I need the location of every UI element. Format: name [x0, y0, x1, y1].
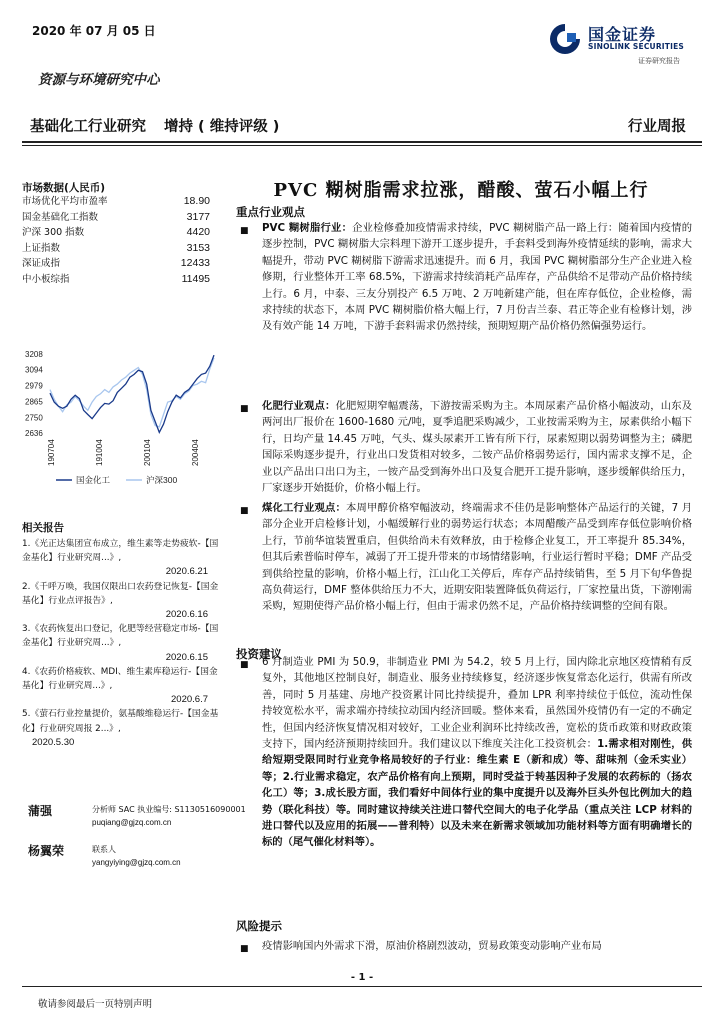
market-row: 上证指数 3153	[22, 241, 210, 254]
market-row: 沪深 300 指数 4420	[22, 226, 210, 239]
report-item[interactable]: 4.《农药价格疲软、MDI、维生素库稳运行-【国金基化】行业研究周...》, 2020.6.7	[22, 666, 218, 706]
analyst-name: 蒲强	[28, 804, 53, 818]
section-heading-advice: 投资建议	[236, 647, 282, 661]
legend-label-series-0: 国金化工	[76, 475, 111, 485]
analyst-block	[22, 800, 246, 840]
paragraph-risk: 疫情影响国内外需求下滑，原油价格剧烈波动，贸易政策变动影响产业布局	[262, 940, 602, 952]
paragraph-pvc: PVC 糊树脂行业：企业检修叠加疫情需求持续，PVC 糊树脂产品一路上行：随着国内疫情的逐步控制，PVC 糊树脂大宗料理下游开工逐步提升，手套料受到海外疫情延续的影响，需求大幅提升，带动 PVC 糊树脂下游需求迅速提升。而 6 月，我国 PVC 糊树脂部分生产企业进入检修期，行业整体开工率 68.5%，下游需求持续消耗产品库存，产品供给不足带动产品价格持续上行。6 月，中泰、三友分别投产 6.5 万吨、2 万吨新建产能，但在库存低位，企业检修，需求持续的状态下，本周 PVC 糊树脂价格大幅上行，7 月份吉兰泰、君正等企业有检修计划，涉及有效产能 14 万吨，下游手套料需求仍然持续，预期短期产品价格仍然偏强势运行。	[262, 222, 692, 333]
footer-rule	[22, 986, 702, 987]
section-heading-views: 重点行业观点	[236, 205, 305, 219]
header-rule-thin	[22, 145, 702, 146]
paragraph-fertilizer: 化肥行业观点：化肥短期窄幅震荡，下游按需采购为主。本周尿素产品价格小幅波动，山东及两河出厂报价在 1600-1680 元/吨，夏季追肥采购减少，工业按需采购为主，尿素供给小幅下行，日均产量 14.45 万吨，气头、煤头尿素开工皆有所下行，尿素短期以弱势调整为主；磷肥国际采购逐步提升，行业出口发货相对较多，二铵产品价格弱势运行，国内需求支撑不足，企业以产品出口出口为主，一铵产品受到海外出口及复合肥开工提升影响，逐步缓解供给压力，厂家逐步开始挺价，价格小幅上行。	[262, 400, 693, 495]
market-row: 中小板综指 11495	[22, 272, 210, 285]
sinolink-logo-icon	[548, 22, 582, 56]
related-reports-list	[22, 537, 220, 750]
market-row: 市场优化平均市盈率 18.90	[22, 195, 210, 207]
bullet-square-icon: ■	[240, 660, 249, 670]
y-tick-label: 2750	[25, 413, 43, 423]
series-line-沪深300	[50, 358, 214, 427]
y-tick-label: 2865	[25, 397, 43, 407]
market-data-list	[22, 194, 220, 288]
x-tick-label: 200404	[191, 439, 200, 466]
analyst-email[interactable]: yangyiying@gjzq.com.cn	[92, 858, 181, 867]
logo-sub-text: 证券研究报告	[638, 57, 680, 65]
analyst-email[interactable]: puqiang@gjzq.com.cn	[92, 818, 172, 827]
x-tick-label: 200104	[143, 439, 152, 466]
disclaimer-note: 敬请参阅最后一页特别声明	[38, 999, 153, 1010]
research-center: 资源与环境研究中心	[38, 72, 160, 88]
market-data-title: 市场数据(人民币)	[22, 182, 106, 194]
industry-category: 基础化工行业研究	[30, 119, 146, 135]
y-tick-label: 3208	[25, 350, 43, 359]
bullet-square-icon: ■	[240, 226, 249, 236]
header-rule-thick	[22, 141, 702, 143]
analyst-role: 联系人	[92, 845, 116, 854]
y-tick-label: 2979	[25, 381, 43, 391]
page-number: - 1 -	[350, 972, 374, 983]
report-date: 2020 年 07 月 05 日	[32, 24, 156, 38]
x-tick-label: 190704	[47, 439, 56, 466]
paragraph-investment: 6 月制造业 PMI 为 50.9，非制造业 PMI 为 54.2，较 5 月上行，国内除北京地区疫情稍有反复外，其他地区控制良好，制造业、服务业持续修复，经济逐步恢复常态化运行，供需有所改善，同时 5 月基建、房地产投资累计同比持续提升，叠加 LPR 利率持续位于低位，流动性保持较宽松水平，需求端亦持续拉动国内经济回暖。整体来看，虽然国外疫情仍有一定的不确定性，但国内经济恢复情况相对较好，工业企业利润环比持续改善，宽松的货币政策和财政政策支持下，国内经济预期持续回升。我们建议以下维度关注化工投资机会：1.需求相对刚性，供给短期受限同时行业竞争格局较好的子行业：维生素 E（新和成）等、甜味剂（金禾实业）等；2.行业需求稳定，农产品价格有向上预期，同时受益于转基因种子发展的农药标的（扬农化工）等；3.成长股方面，我们看好中间体行业的集中度提升以及海外巨头外包比例加大的趋势（联化科技）等。同时建议持续关注进口替代空间大的电子化学品（重点关注 LCP 材料的进口替代以及应用的拓展——普利特）以及未来在新需求领域加功能材料等方面有明确增长的标的（尾气催化材料等）。	[262, 656, 693, 849]
report-title: PVC 糊树脂需求拉涨，醋酸、萤石小幅上行	[273, 180, 649, 201]
x-tick-label: 191004	[95, 439, 104, 466]
legend-label-series-1: 沪深300	[146, 475, 178, 485]
bullet-square-icon: ■	[240, 404, 249, 414]
bullet-square-icon: ■	[240, 506, 249, 516]
series-line-国金化工	[50, 355, 214, 432]
report-item[interactable]: 3.《农药恢复出口登记，化肥等经营稳定市场-【国金基化】行业研究周...》, 2020.6.15	[22, 624, 219, 663]
logo-en-text: SINOLINK SECURITIES	[588, 42, 685, 51]
analyst-cert: 分析师 SAC 执业编号: S1130516090001	[92, 805, 246, 814]
sinolink-logo	[548, 18, 698, 66]
index-line-chart	[22, 338, 220, 498]
market-row: 深证成指 12433	[22, 257, 210, 270]
industry-header	[30, 115, 279, 136]
report-item[interactable]: 5.《萤石行业控量提价，氨基酸维稳运行-【国金基化】行业研究周报 2...》, 2020.5.30	[22, 709, 219, 748]
analyst-block	[22, 840, 220, 880]
logo-cn-text: 国金证券	[588, 25, 657, 44]
bullet-square-icon: ■	[240, 944, 249, 954]
industry-rating: 增持 ( 维持评级 )	[164, 119, 280, 135]
section-heading-risk: 风险提示	[236, 919, 282, 933]
report-type: 行业周报	[628, 119, 686, 135]
report-item[interactable]: 1.《光正达集团宣布成立，维生素等走势疲软-【国金基化】行业研究周...》, 2020.6.21	[22, 539, 219, 578]
y-tick-label: 2636	[25, 429, 43, 438]
paragraph-coal-chem: 煤化工行业观点：本周甲醇价格窄幅波动，终端需求不佳仍是影响整体产品运行的关键，7 月部分企业开启检修计划，小幅缓解行业的弱势运行状态；本周醋酸产品受到库存低位影响价格上行，节前华谊装置重启，但供给尚未有效释放，由于检修企业复工，开工率提升 85.34%，但其后索普临时停车，减弱了开工提升带来的市场情绪影响，行业运行暂时平稳；DMF 产品受到供给控量的影响，价格小幅上行，江山化工关停后，库存产品持续销售，至 5 月下旬华鲁提高负荷运行，DMF 整体供给压力不大，近期安阳装置降低负荷运行，厂家控量出货，下游刚需采购，短期使得产品价格小幅上行，但由于需求仍然不足，产品价格持续调整的空间有限。	[262, 502, 693, 613]
analyst-name: 杨翼荣	[28, 844, 65, 858]
related-reports-title: 相关报告	[22, 522, 64, 534]
market-row: 国金基础化工指数 3177	[22, 210, 210, 223]
y-tick-label: 3094	[25, 365, 43, 375]
report-item[interactable]: 2.《千呼万唤，我国仅限出口农药登记恢复-【国金基化】行业点评报告》, 2020.6.16	[22, 581, 219, 621]
